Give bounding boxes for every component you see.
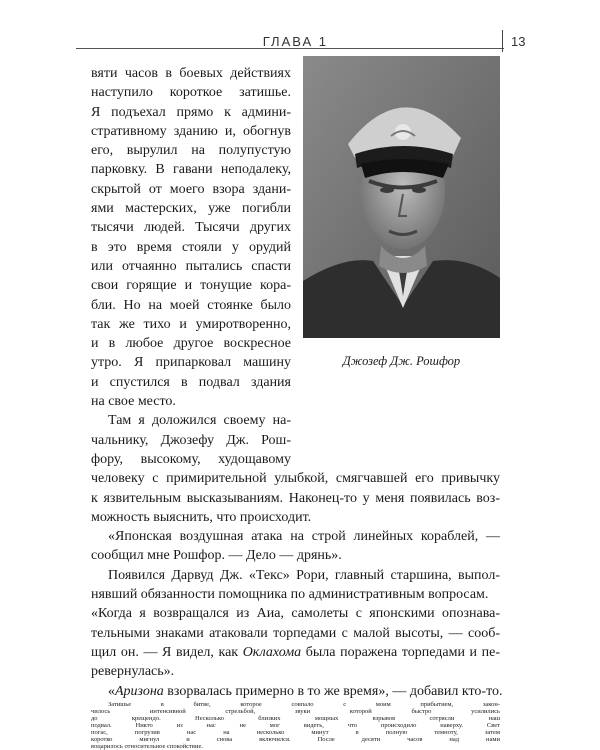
text-line: к язвительным высказываниям. Наконец-то у меня появилась воз- xyxy=(91,491,500,506)
text-line: скрытой от моего взора здани- xyxy=(91,182,291,197)
text-line: тельными знаками атаковали торпедами с малой высоты, — сооб- xyxy=(91,626,500,641)
text-line: подвал. Никто из нас не мог видеть, что происходило наверху. Свет xyxy=(91,722,500,729)
text-line: бли. Но на моей стоянке было xyxy=(91,298,291,313)
text-line: сообщил мне Рошфор. — Дело — дрянь». xyxy=(91,548,342,563)
text-line: наступило короткое затишье. xyxy=(91,85,291,100)
text-span: была поражена торпедами и пе- xyxy=(301,645,500,660)
text-line: Появился Дарвуд Дж. «Текс» Рори, главный старшина, выпол- xyxy=(108,568,500,583)
text-span: « xyxy=(108,684,115,699)
text-line: его, вырулил на полупустую xyxy=(91,143,291,158)
text-line: коротко мигнул и снова включился. После десяти часов над нами xyxy=(91,736,500,743)
text-line xyxy=(108,682,503,701)
text-line: «Японская воздушная атака на строй линейных кораблей, — xyxy=(108,529,500,544)
text-line: до крещендо. Несколько близких мощных взрывов сотрясли наш xyxy=(91,715,500,722)
text-line: и спустился в подвал здания xyxy=(91,375,291,390)
ship-name: Аризона xyxy=(115,684,164,699)
text-span: взорвалась примерно в то же время», — добавил кто-то. xyxy=(163,684,503,699)
page-number-divider xyxy=(502,30,503,52)
text-line: чилось интенсивной стрельбой, звуки которой быстро усилились xyxy=(91,708,500,715)
text-span: щил он. — Я видел, как xyxy=(91,645,243,660)
text-line: можность выяснить, что происходит. xyxy=(91,510,312,525)
text-line: Затишье в битве, которое совпало с моим прибытием, закон- xyxy=(108,701,500,708)
text-line: парковку. В гавани неподалеку, xyxy=(91,162,291,177)
text-line: нявший обязанности помощника по административным вопросам. xyxy=(91,587,489,602)
photo-caption: Джозеф Дж. Рошфор xyxy=(342,354,461,368)
text-line: ями мастерских, уже погибли xyxy=(91,201,291,216)
text-line: так же тихо и умиротворенно, xyxy=(91,317,291,332)
text-line: стративному зданию и, обогнув xyxy=(91,124,291,139)
text-line: чальнику, Джозефу Дж. Рош- xyxy=(91,433,291,448)
text-line: утро. Я припарковал машину xyxy=(91,355,291,370)
text-line: фору, высокому, худощавому xyxy=(91,452,291,467)
text-line: тысячи людей. Тысячи других xyxy=(91,220,291,235)
text-line: ревернулась». xyxy=(91,664,175,679)
text-line: свои горящие и тонущие кора- xyxy=(91,278,291,293)
text-line: Я подъехал прямо к админи- xyxy=(91,105,291,120)
chapter-title: ГЛАВА 1 xyxy=(262,34,328,49)
text-line: вяти часов в боевых действиях xyxy=(91,66,291,81)
portrait-illustration xyxy=(303,56,500,338)
text-line: в это время стояли у орудий xyxy=(91,240,291,255)
text-line: «Когда я возвращался из Аиа, самолеты с японскими опознава- xyxy=(91,606,500,621)
portrait-photo xyxy=(303,56,500,338)
text-line: на свое место. xyxy=(91,394,176,409)
text-line: или отчаянно пытались спасти xyxy=(91,259,291,274)
text-line: Там я доложился своему на- xyxy=(108,413,291,428)
text-line xyxy=(91,643,500,662)
page-number: 13 xyxy=(511,34,526,49)
text-line: человеку с примирительной улыбкой, смягчавшей его привычку xyxy=(91,471,500,486)
ship-name: Оклахома xyxy=(242,645,302,660)
text-line: воцарилось относительное спокойствие. xyxy=(91,743,203,750)
text-line: и в любое другое воскресное xyxy=(91,336,291,351)
text-line: погас, погрузив нас на несколько минут в полную темноту, затем xyxy=(91,729,500,736)
